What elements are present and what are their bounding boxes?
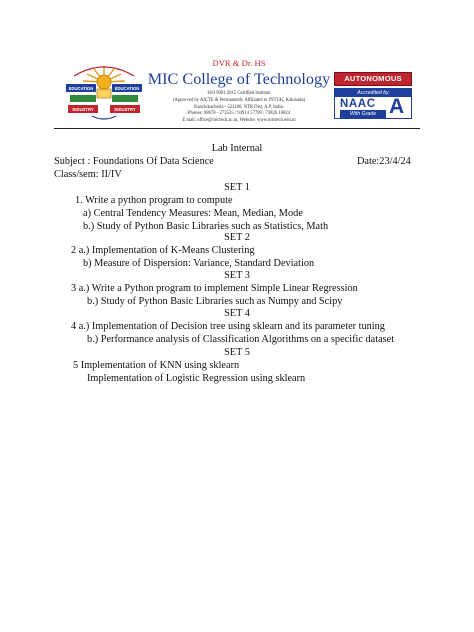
subject-line: Subject : Foundations Of Data Science [54,156,214,167]
set-2-line-1: 2 a.) Implementation of K-Means Clustering [71,245,255,256]
set-1-line-2: a) Central Tendency Measures: Mean, Median, Mode [83,208,303,219]
set-1-heading: SET 1 [224,182,250,193]
header-divider [54,128,420,129]
address-line: Kanchikacherla - 521180, NTR Dist, A.P, India. [194,104,284,110]
approval-line: (Approved by AICTE & Permanently Affiliated to JNTUK, Kakinada) [172,97,306,103]
naac-grade-letter: A [389,95,405,118]
class-sem-line: Class/sem: II/IV [54,169,122,180]
naac-grade-label: With Grade [340,110,386,118]
set-4-heading: SET 4 [224,308,250,319]
email-web-line: E mail: office@mictech.ac.in, Website: www.mictech.edu.in [182,118,296,124]
set-3-heading: SET 3 [224,270,250,281]
set-4-line-2: b.) Performance analysis of Classification Algorithms on a specific dataset [87,334,395,345]
set-1-line-1: 1. Write a python program to compute [75,195,233,206]
iso-line: ISO 9001:2015 Certified Institute [207,91,271,96]
naac-label: NAAC [340,98,376,110]
naac-badge [334,88,412,119]
naac-accredited-label: Accredited by [335,89,411,97]
svg-text:EDUCATION: EDUCATION [114,85,140,91]
set-1-line-3: b.) Study of Python Basic Libraries such as Statistics, Math [83,221,329,232]
set-2-heading: SET 2 [224,232,250,243]
set-3-line-2: b.) Study of Python Basic Libraries such as Numpy and Scipy [87,296,343,307]
set-5-heading: SET 5 [224,347,250,358]
college-name: MIC College of Technology [147,70,331,88]
set-2-line-2: b) Measure of Dispersion: Variance, Standard Deviation [83,258,315,269]
phones-line: Phones: 08678 - 273535 / 94914 57799 / 73826 16824 [187,111,291,117]
set-5-line-1: 5 Implementation of KNN using sklearn [73,360,240,371]
sponsor-line: DVR & Dr. HS [212,58,266,68]
svg-text:INDUSTRY: INDUSTRY [114,106,136,112]
college-logo [62,62,146,124]
college-header [146,58,332,125]
svg-text:EDUCATION: EDUCATION [68,85,94,91]
set-5-line-2: Implementation of Logistic Regression using sklearn [87,373,306,384]
autonomous-badge: AUTONOMOUS [334,72,412,86]
set-4-line-1: 4 a.) Implementation of Decision tree using sklearn and its parameter tuning [71,321,385,332]
svg-text:INDUSTRY: INDUSTRY [72,106,94,112]
date-line: Date:23/4/24 [357,156,411,167]
doc-title: Lab Internal [211,143,263,154]
set-3-line-1: 3 a.) Write a Python program to implement Simple Linear Regression [71,283,358,294]
